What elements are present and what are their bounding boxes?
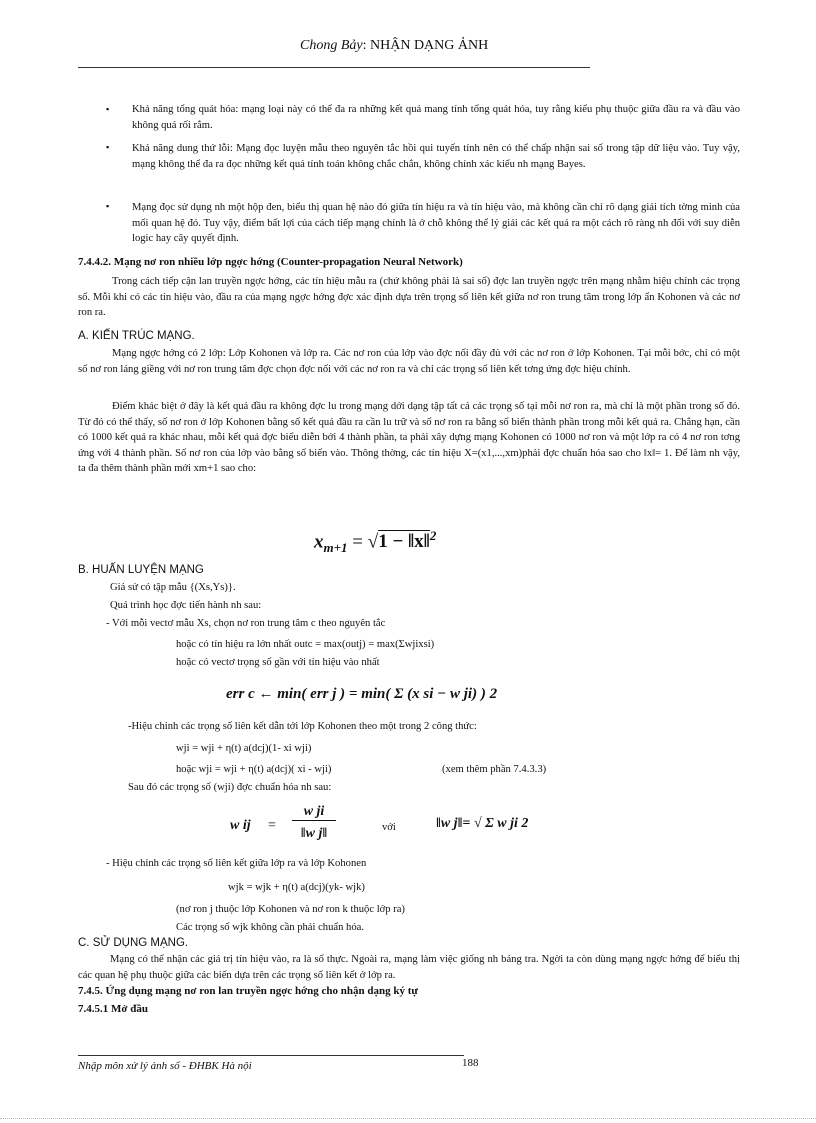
header-colon: : [362, 38, 367, 53]
bullet-black-box: Mạng đọc sử dụng nh một hộp đen, biểu thị quan hệ nào đó giữa tín hiệu ra và tín hiệu vào, mà không cần chỉ rõ dạng giải tích tờng minh của mối quan hệ đó. Tuy vậy, điểm bất lợi của cách tiếp mạng chính là ở chỗ không thể lý giải các kết quả ra một cách rõ ràng nh đối với suy diễn logic hay cây quyết định. [132, 202, 740, 244]
bullet-marker: ▪ [106, 142, 110, 152]
b-line-3: - Với mỗi vectơ mẫu Xs, chọn nơ ron trung tâm c theo nguyên tắc [106, 618, 386, 629]
bullet-marker: ▪ [106, 201, 110, 211]
norm-numerator: w ji [292, 804, 336, 821]
formula-1: wji = wji + η(t) a(dcj)(1- xi wji) [176, 743, 312, 754]
formula-2-note: (xem thêm phần 7.4.3.3) [442, 764, 547, 775]
section-title-7451: 7.4.5.1 Mở đầu [78, 1003, 148, 1015]
b-line-8: - Hiệu chỉnh các trọng số liên kết giữa lớp ra và lớp Kohonen [106, 858, 367, 869]
section-title-c: C. SỬ DỤNG MẠNG. [78, 937, 189, 949]
chapter-title: NHẬN DẠNG ẢNH [366, 38, 489, 53]
section-c-paragraph: Mạng có thể nhận các giá trị tín hiệu vào, ra là số thực. Ngoài ra, mạng làm việc giống nh bảng tra. Ngời ta còn dùng mạng ngợc hớng để biểu thị các quan hệ phụ thuộc giữa các biến dựa trên các trọng số liên kết ở lớp ra. [78, 954, 740, 981]
section-a-paragraph-1: Mạng ngợc hớng có 2 lớp: Lớp Kohonen và lớp ra. Các nơ ron của lớp vào đợc nối đầy đủ với các nơ ron ở lớp Kohonen. Tại mỗi bớc, chỉ có một số nơ ron láng giềng với nơ ron trung tâm đợc chọn đợc nối với các nơ ron ra và chỉ các trọng số liên kết tơng ứng đợc hiệu chỉnh. [78, 348, 740, 375]
bullet-fault-tolerance: Khả năng dung thứ lỗi: Mạng đọc luyện mẫu theo nguyên tắc hồi qui tuyến tính nên có thể chấp nhận sai số trong tập dữ liệu vào. Tuy vậy, mạng không thể đa ra đọc những kết quả tính toán không chắc chắn, không chính xác kiểu nh mạng Bayes. [132, 143, 740, 170]
formula-3: wjk = wjk + η(t) a(dcj)(yk- wjk) [228, 882, 365, 893]
footer-text: Nhập môn xử lý ảnh số - ĐHBK Hà nội [78, 1060, 252, 1072]
section-7442-paragraph: Trong cách tiếp cận lan truyền ngợc hớng, các tín hiệu mẫu ra (chứ không phải là sai số) đợc lan truyền ngợc trên mạng nhằm hiệu chỉnh các trọng số. Mỗi khi có các tín hiệu vào, đầu ra của mạng ngợc hớng đợc xác định dựa trên trọng số liên kết giữa nơ ron trung tâm trong lớp ẩn Kohonen và các nơ ron ra. [78, 276, 740, 318]
bullet-marker: ▪ [106, 104, 110, 114]
sqrt-icon: √ [367, 531, 379, 553]
b-line-5: hoặc có vectơ trọng số gần với tín hiệu vào nhất [176, 657, 380, 668]
eq-lhs: x [314, 531, 324, 553]
norm-lhs: w ij [230, 818, 251, 833]
b-line-4: hoặc có tín hiệu ra lớn nhất outc = max(outj) = max(Σwjixsi) [176, 639, 435, 650]
formula-2: hoặc wji = wji + η(t) a(dcj)( xi - wji) [176, 764, 332, 775]
section-title-7442: 7.4.4.2. Mạng nơ ron nhiều lớp ngợc hớng (Counter-propagation Neural Network) [78, 256, 463, 268]
norm-denominator: ‖w j‖ [300, 826, 328, 841]
section-a-paragraph-2: Điểm khác biệt ở đây là kết quả đầu ra không đợc lu trong mạng dới dạng tập tất cả các trọng số tại mỗi nơ ron ra, mà chỉ là một phần trong số đó. Từ đó có thể thấy, số nơ ron ở lớp Kohonen bằng số kết quả đầu ra cần lu trữ và số nơ ron ra bằng số biến thành phần trong mỗi kết quả ra. Chẳng hạn, cần có 1000 kết quả ra khác nhau, mỗi kết quả đợc biểu diễn bởi 4 thành phần, ta phải xây dựng mạng Kohonen có 1000 nơ ron và một lớp ra có 4 nơ ron tơng ứng với 4 thành phần. Số nơ ron của lớp vào bằng số biến vào. Thông thờng, các tín hiệu X=(x1,...,xm)phải đợc chuẩn hóa sao cho ‖x‖= 1. Để làm nh vậy, ta đa thêm thành phần mới xm+1 sao cho: [78, 401, 740, 474]
page-bottom-border [0, 1118, 816, 1119]
b-line-2: Quá trình học đợc tiến hành nh sau: [110, 600, 262, 611]
section-title-b: B. HUẤN LUYỆN MẠNG [78, 564, 204, 576]
eq-lhs-sub: m+1 [323, 540, 348, 556]
page-header [300, 38, 488, 54]
norm-equals: = [268, 818, 276, 833]
header-rule [78, 67, 590, 68]
section-title-745: 7.4.5. Ứng dụng mạng nơ ron lan truyền ngợc hớng cho nhận dạng ký tự [78, 985, 418, 997]
bullet-generalization: Khả năng tổng quát hóa: mạng loại này có thể đa ra những kết quả mang tính tổng quát hóa, tuy rằng kiểu phụ thuộc giữa đầu ra và đầu vào không quá rối rắm. [132, 104, 740, 131]
b-line-9: (nơ ron j thuộc lớp Kohonen và nơ ron k thuộc lớp ra) [176, 904, 405, 915]
eq-equals: = [352, 531, 368, 553]
b-line-6: -Hiệu chỉnh các trọng số liên kết dẫn tới lớp Kohonen theo một trong 2 công thức: [128, 721, 477, 732]
winner-equation: err c ← min( err j ) = min( Σ (x si − w ji) ) 2 [226, 686, 498, 702]
b-line-7: Sau đó các trọng số (wji) đợc chuẩn hóa nh sau: [128, 782, 332, 793]
norm-magnitude: ‖w j‖= √ Σ w ji 2 [436, 816, 529, 831]
section-title-a: A. KIẾN TRÚC MẠNG. [78, 330, 195, 342]
chapter-prefix: Chong Bảy [300, 38, 363, 53]
eq-exponent: 2 [429, 528, 437, 543]
eq-radicand: 1 − ‖x‖ [378, 531, 430, 553]
page-number: 188 [462, 1057, 479, 1069]
norm-with: với [382, 822, 396, 833]
b-line-1: Giả sử có tập mẫu {(Xs,Ys)}. [110, 582, 236, 593]
normalization-equation [314, 528, 436, 556]
b-line-10: Các trọng số wjk không cần phải chuẩn hóa. [176, 922, 364, 933]
footer-rule [78, 1055, 464, 1056]
